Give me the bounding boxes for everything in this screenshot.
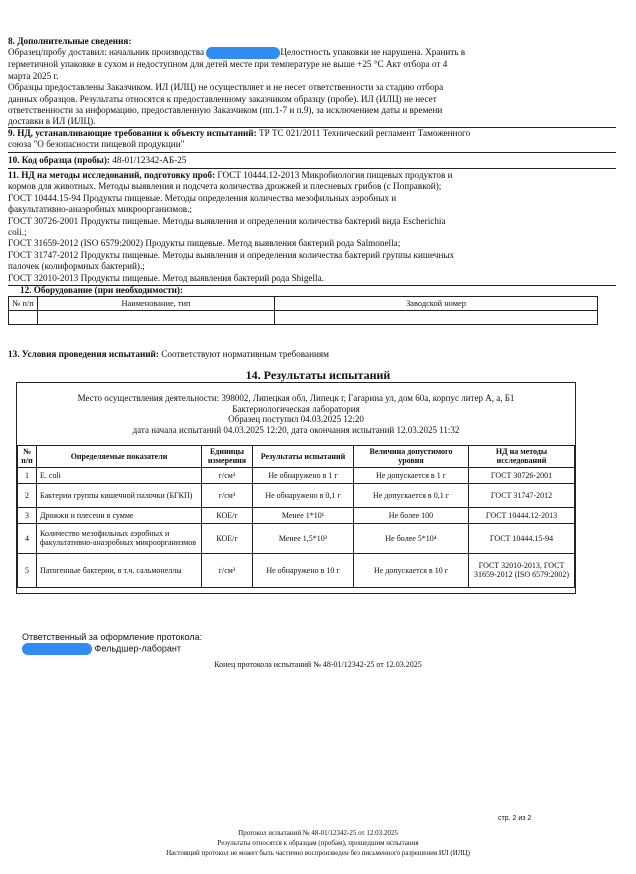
- section-requirements: [8, 128, 616, 151]
- section-12-heading: 12. Оборудование (при необходимости):: [20, 285, 184, 295]
- result-value: Не обнаружено в 1 г: [253, 467, 354, 483]
- received-text: Образец поступил 04.03.2025 12:20: [228, 414, 364, 425]
- row-number: 3: [18, 507, 37, 523]
- unit: г/см³: [202, 483, 253, 507]
- row-number: 2: [18, 483, 37, 507]
- col-header: Определяемые показатели: [37, 446, 202, 468]
- row-number: 4: [18, 523, 37, 553]
- responsible-block: [22, 632, 630, 655]
- responsible-label: Ответственный за оформление протокола:: [22, 632, 203, 642]
- method-line: ГОСТ 32010-2013 Продукты пищевые. Метод выявления бактерий рода Shigella.: [8, 272, 324, 283]
- unit: г/см³: [202, 467, 253, 483]
- indicator-name: Дрожжи и плесени в сумме: [37, 507, 202, 523]
- footer-line: Протокол испытаний № 48-01/12342-25 от 12.03.2025: [238, 829, 398, 837]
- unit: КОЕ/г: [202, 507, 253, 523]
- limit-value: Не более 100: [354, 507, 469, 523]
- divider: [8, 168, 616, 169]
- indicator-name: Бактерии группы кишечной палочки (БГКП): [37, 483, 202, 507]
- table-row: [9, 311, 598, 325]
- col-header: № п/п: [18, 446, 37, 468]
- section-11-heading: 11. НД на методы исследований, подготовку проб:: [8, 170, 216, 180]
- col-header: Результаты испытаний: [253, 446, 354, 468]
- table-row: [18, 507, 575, 523]
- row-number: 5: [18, 553, 37, 587]
- result-value: Менее 1,5*10³: [253, 523, 354, 553]
- indicator-name: Количество мезофильных аэробных и факультативно-анаэробных микроорганизмов: [37, 523, 202, 553]
- sample-code-value: 48-01/12342-АБ-25: [109, 155, 187, 165]
- section-9-heading: 9. НД, устанавливающие требования к объекту испытаний:: [8, 128, 257, 138]
- footer-line: Результаты относятся к образцам (пробам), прошедшим испытания: [217, 839, 419, 847]
- equipment-col-no: № п/п: [9, 297, 38, 311]
- method-ref: ГОСТ 31747-2012: [469, 483, 575, 507]
- indicator-name: E. coli: [37, 467, 202, 483]
- method-line: ГОСТ 10444.15-94 Продукты пищевые. Методы определения количества мезофильных аэробных и: [8, 192, 397, 203]
- unit: г/см³: [202, 553, 253, 587]
- row-number: 1: [18, 467, 37, 483]
- method-line: ГОСТ 31747-2012 Продукты пищевые. Методы выявления и определения количества бактерий группы кишечных: [8, 249, 455, 260]
- table-row: [18, 553, 575, 587]
- limit-value: Не допускается в 0,1 г: [354, 483, 469, 507]
- end-of-protocol: Конец протокола испытаний № 48-01/12342-25 от 12.03.2025: [214, 660, 422, 669]
- package-integrity-text: Целостность упаковки не нарушена. Хранить в: [280, 47, 466, 58]
- limit-value: Не более 5*10⁴: [354, 523, 469, 553]
- col-header: НД на методы исследований: [469, 446, 575, 468]
- limit-value: Не допускается в 10 г: [354, 553, 469, 587]
- disclaimer-line-4: доставки в ИЛ (ИЛЦ).: [8, 116, 96, 127]
- disclaimer-line-1: Образцы предоставлены Заказчиком. ИЛ (ИЛЦ) не осуществляет и не несет ответственности за стадию отбора: [8, 82, 444, 93]
- method-ref: ГОСТ 10444.12-2013: [469, 507, 575, 523]
- section-sample-code: [8, 155, 616, 166]
- requirements-text-2: союза "О безопасности пищевой продукции": [8, 139, 185, 150]
- section-10-heading: 10. Код образца (пробы):: [8, 155, 110, 165]
- responsible-position: Фельдшер-лаборант: [94, 643, 182, 654]
- conditions-value: Соответствуют нормативным требованиям: [158, 349, 329, 359]
- location-text: Место осуществления деятельности: 398002, Липецкая обл, Липецк г, Гагарина ул, дом 60а, корпус литер А, а, Б1: [77, 393, 515, 403]
- section-additional-info: [8, 36, 616, 128]
- results-table: [17, 445, 575, 588]
- method-line: кормов для животных. Методы выявления и подсчета количества дрожжей и плесневых грибов (с Поправкой);: [8, 181, 442, 192]
- indicator-name: Патогенные бактерии, в т.ч. сальмонеллы: [37, 553, 202, 587]
- table-row: [9, 297, 598, 311]
- limit-value: Не допускается в 1 г: [354, 467, 469, 483]
- method-ref: ГОСТ 30726-2001: [469, 467, 575, 483]
- method-ref: ГОСТ 10444.15-94: [469, 523, 575, 553]
- result-value: Не обнаружено в 10 г: [253, 553, 354, 587]
- method-line: ГОСТ 31659-2012 (ISO 6579:2002) Продукты пищевые. Метод выявления бактерий рода Salmonella;: [8, 238, 401, 249]
- result-value: Менее 1*10¹: [253, 507, 354, 523]
- requirements-text: ТР ТС 021/2011 Технический регламент Таможенного: [256, 128, 471, 138]
- lab-name: Бактериологическая лаборатория: [232, 403, 360, 414]
- equipment-col-name: Наименование, тип: [38, 297, 275, 311]
- method-ref: ГОСТ 32010-2013, ГОСТ 31659-2012 (ISO 6579:2002): [469, 553, 575, 587]
- section-conditions: [8, 349, 616, 360]
- results-box: [16, 382, 576, 594]
- storage-text: герметичной упаковке в сухом и недоступном для детей месте при температуре не выше +25 °С Акт отбора от 4: [8, 59, 448, 70]
- unit: КОЕ/г: [202, 523, 253, 553]
- method-line: ГОСТ 30726-2001 Продукты пищевые. Методы выявления и определения количества бактерий вида Escherichia: [8, 215, 446, 226]
- method-line: факультативно-анаэробных микроорганизмов.;: [8, 204, 192, 215]
- method-line: ГОСТ 10444.12-2013 Микробиология пищевых продуктов и: [215, 170, 453, 180]
- disclaimer-line-2: данных образцов. Результаты относятся к предоставленному заказчиком образцу (пробе). ИЛ (ИЛЦ) не несет: [8, 93, 437, 104]
- page-footer: [0, 828, 636, 858]
- equipment-col-serial: Заводской номер: [275, 297, 598, 311]
- table-header-row: [18, 446, 575, 468]
- col-header: Единицы измерения: [202, 446, 253, 468]
- test-dates-text: дата начала испытаний 04.03.2025 12:20, дата окончания испытаний 12.03.2025 11:32: [132, 424, 460, 435]
- divider: [8, 152, 616, 153]
- results-title: 14. Результаты испытаний: [245, 368, 391, 382]
- disclaimer-line-3: ответственности за информацию, предоставленную Заказчиком (пп.1-7 и п.9), за исключением даты и времени: [8, 105, 443, 116]
- section-methods: [8, 170, 616, 284]
- delivered-by-text: Образец/пробу доставил: начальник производства: [8, 47, 205, 58]
- page-number: стр. 2 из 2: [498, 815, 532, 822]
- footer-line: Настоящий протокол не может быть частично воспроизведен без письменного разрешения ИЛ (ИЛЦ): [166, 849, 470, 857]
- act-date-text: марта 2025 г.: [8, 70, 59, 81]
- redacted-name: [206, 47, 280, 59]
- method-line: coli.;: [8, 227, 27, 238]
- table-row: [18, 467, 575, 483]
- table-row: [18, 523, 575, 553]
- redacted-name: [22, 643, 92, 655]
- section-8-heading: 8. Дополнительные сведения:: [8, 36, 132, 46]
- table-row: [18, 483, 575, 507]
- section-13-heading: 13. Условия проведения испытаний:: [8, 349, 159, 359]
- equipment-table: [8, 296, 598, 325]
- result-value: Не обнаружено в 0,1 г: [253, 483, 354, 507]
- col-header: Величина допустимого уровня: [354, 446, 469, 468]
- method-line: палочек (колиформных бактерий).;: [8, 261, 145, 272]
